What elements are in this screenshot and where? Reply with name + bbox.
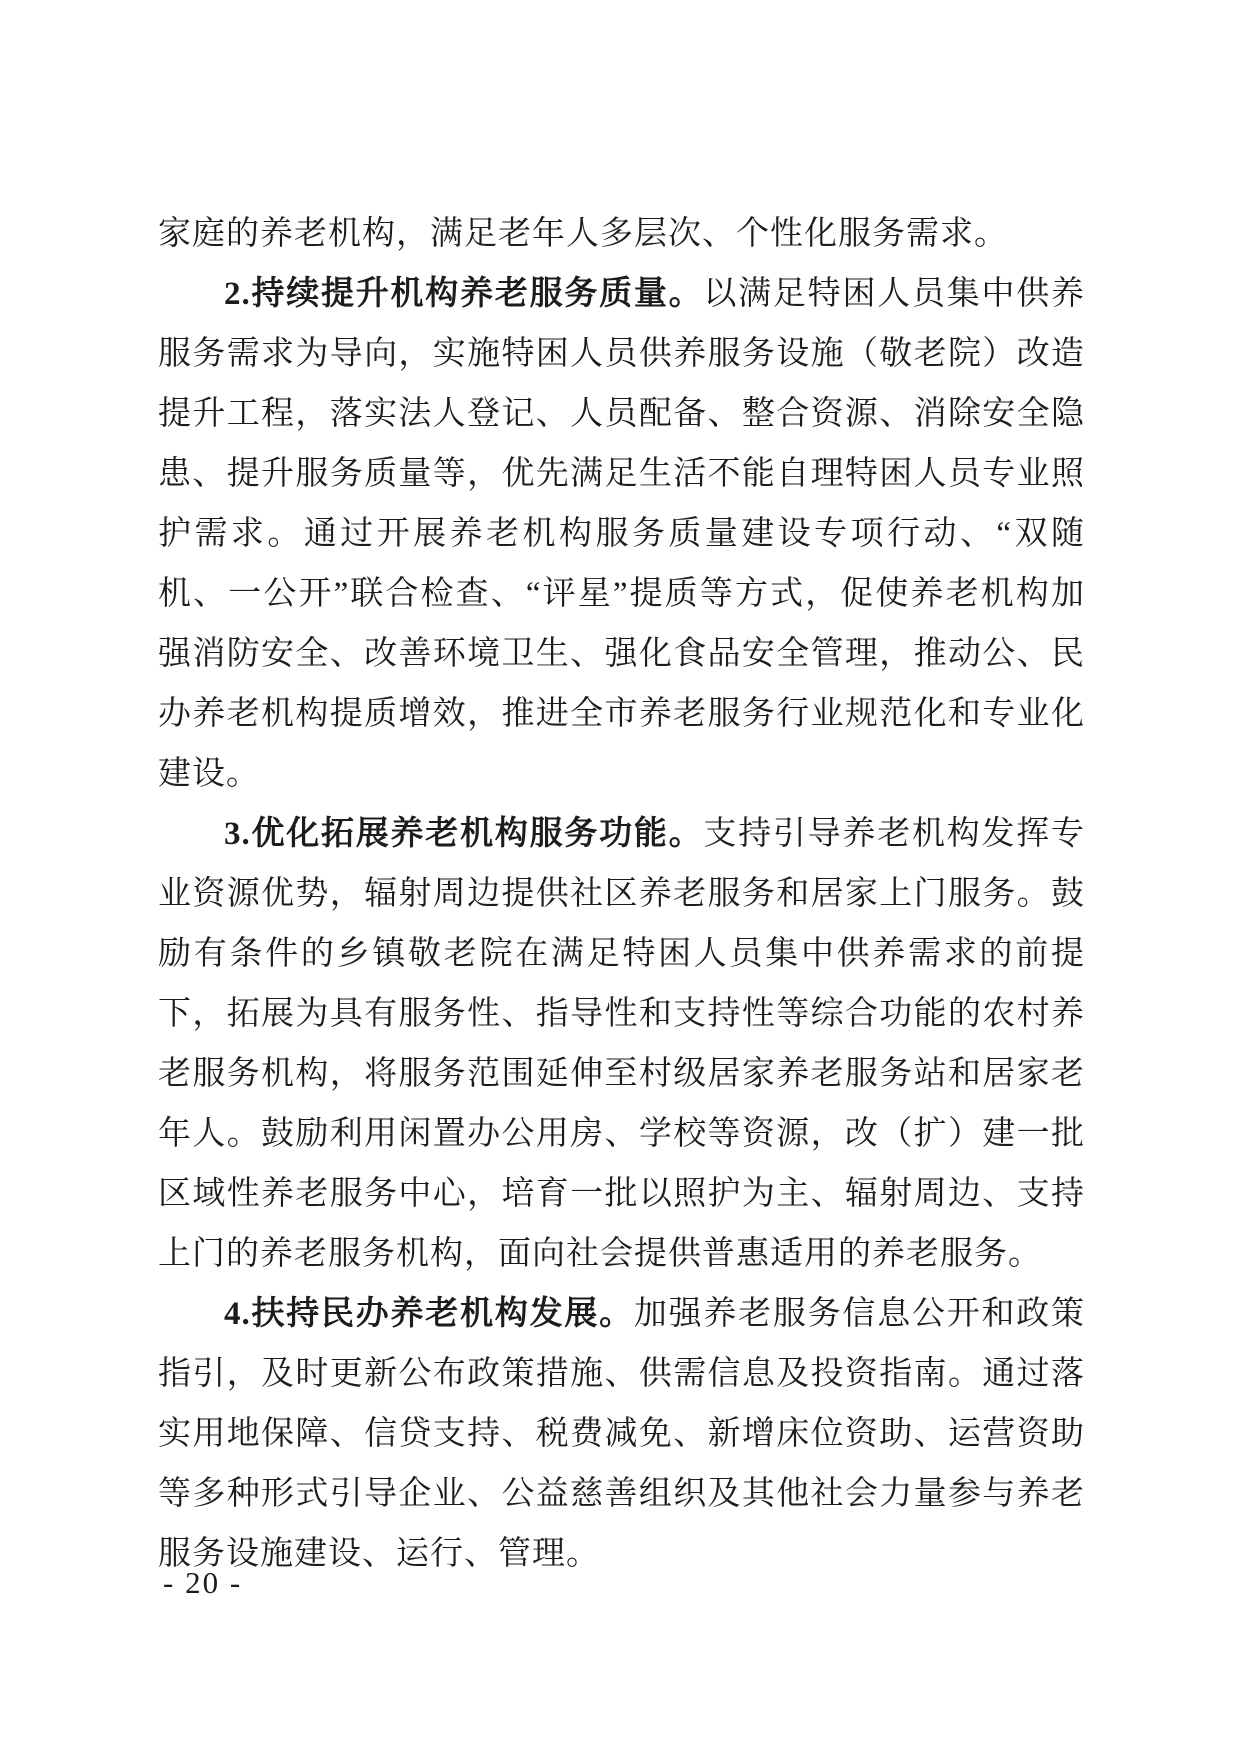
paragraph-text: 支持引导养老机构发挥专业资源优势，辐射周边提供社区养老服务和居家上门服务。鼓励有条件的乡镇敬老院在满足特困人员集中供养需求的前提下，拓展为具有服务性、指导性和支持性等综合功能的农村养老服务机构，将服务范围延伸至村级居家养老服务站和居家老年人。鼓励利用闲置办公用房、学校等资源，改（扩）建一批区域性养老服务中心，培育一批以照护为主、辐射周边、支持上门的养老服务机构，面向社会提供普惠适用的养老服务。 — [158, 816, 1086, 1272]
paragraph-continuation — [158, 204, 1085, 264]
paragraph-item-3 — [158, 804, 1085, 1284]
section-heading-4: 4.扶持民办养老机构发展。 — [224, 1296, 634, 1332]
document-body — [158, 204, 1085, 1584]
page-number: - 20 - — [163, 1565, 243, 1600]
paragraph-text: 以满足特困人员集中供养服务需求为导向，实施特困人员供养服务设施（敬老院）改造提升工程，落实法人登记、人员配备、整合资源、消除安全隐患、提升服务质量等，优先满足生活不能自理特困人员专业照护需求。通过开展养老机构服务质量建设专项行动、“双随机、一公开”联合检查、“评星”提质等方式，促使养老机构加强消防安全、改善环境卫生、强化食品安全管理，推动公、民办养老机构提质增效，推进全市养老服务行业规范化和专业化建设。 — [158, 276, 1086, 792]
section-heading-2: 2.持续提升机构养老服务质量。 — [224, 276, 704, 312]
section-heading-3: 3.优化拓展养老机构服务功能。 — [224, 816, 704, 852]
paragraph-item-4 — [158, 1284, 1085, 1584]
paragraph-text: 加强养老服务信息公开和政策指引，及时更新公布政策措施、供需信息及投资指南。通过落实用地保障、信贷支持、税费减免、新增床位资助、运营资助等多种形式引导企业、公益慈善组织及其他社会力量参与养老服务设施建设、运行、管理。 — [158, 1296, 1086, 1572]
paragraph-item-2 — [158, 264, 1085, 804]
paragraph-text: 家庭的养老机构，满足老年人多层次、个性化服务需求。 — [158, 216, 1008, 252]
